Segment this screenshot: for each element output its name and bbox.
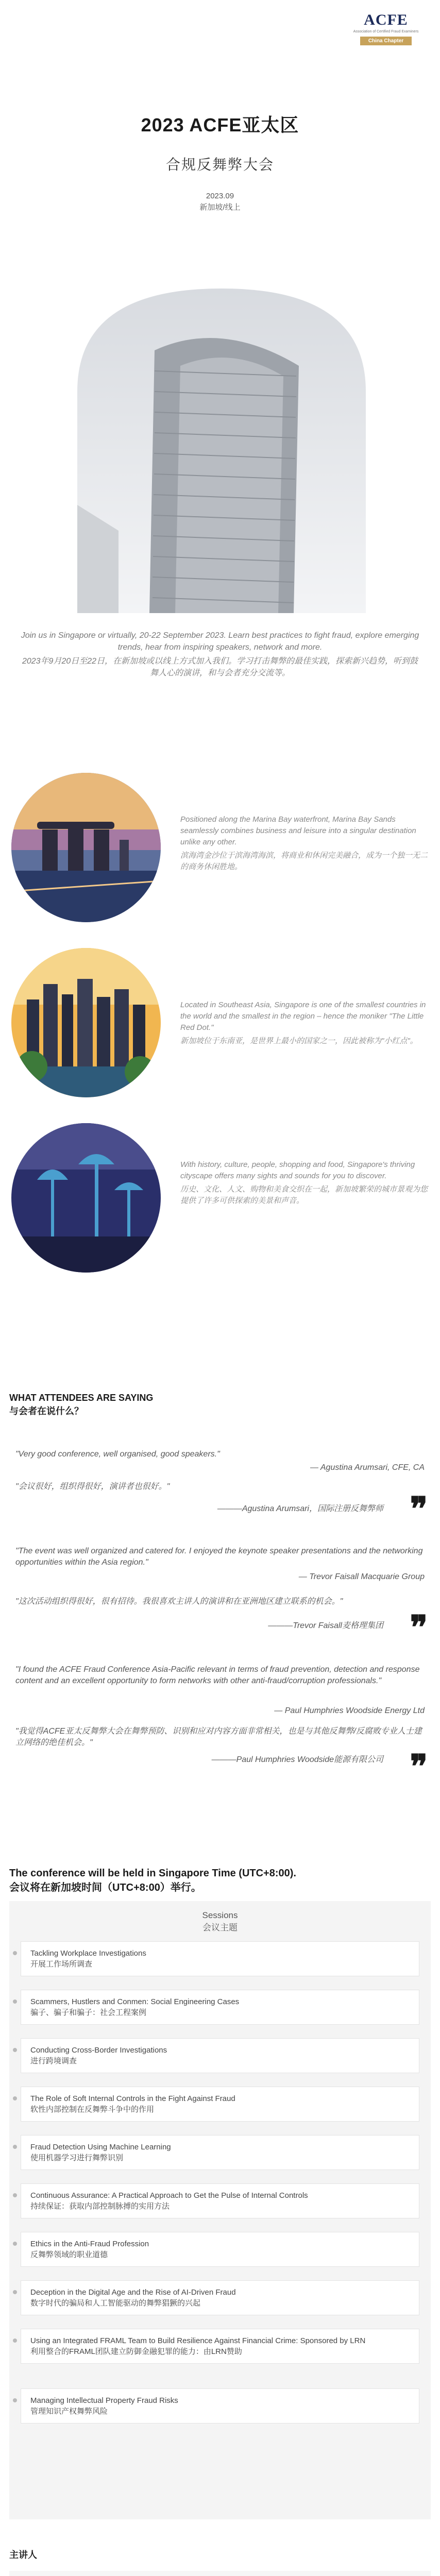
session-zh: 开展工作场所调查 [30, 1960, 93, 1969]
session-zh: 使用机器学习进行舞弊识别 [30, 2154, 124, 2162]
bullet-dot-icon [13, 2096, 17, 2100]
session-zh: 利用整合的FRAML团队建立防御金融犯罪的能力：由LRN赞助 [30, 2347, 242, 2356]
bullet-dot-icon [13, 2290, 17, 2294]
timezone-zh: 会议将在新加坡时间（UTC+8:00）举行。 [9, 1882, 201, 1893]
marina-bay-image [11, 773, 161, 922]
session-item [21, 2329, 419, 2364]
page-title: 2023 ACFE亚太区 [141, 114, 299, 135]
session-zh: 反舞弊领域的职业道德 [30, 2250, 108, 2259]
session-en: Deception in the Digital Age and the Rise of AI-Driven Fraud [30, 2288, 236, 2297]
singapore-skyline-image [11, 948, 161, 1097]
quote-2-en: "The event was well organized and catered for. I enjoyed the keynote speaker presentations and the networking opportunities within the Asia region." [15, 1547, 423, 1567]
singapore-skyline-illustration [11, 948, 161, 1097]
quote-3-zh-author: ———Paul Humphries Woodside能源有限公司 [211, 1755, 383, 1764]
session-en: Fraud Detection Using Machine Learning [30, 2143, 171, 2151]
attendees-heading-zh: 与会者在说什么？ [9, 1406, 83, 1416]
marina-bay-illustration [11, 773, 161, 922]
quote-2-en-author: — Trevor Faisall Macquarie Group [298, 1572, 425, 1581]
session-item [21, 2135, 419, 2170]
logo-tagline: Association of Certified Fraud Examiners [353, 30, 419, 33]
quote-mark-icon: ❞ [410, 1609, 428, 1646]
feature-3-zh: 历史、文化、人文、购物和美食交织在一起，新加坡繁荣的城市景观为您提供了许多可供探索的美景和声音。 [180, 1185, 428, 1205]
session-zh: 骗子、骗子和骗子：社会工程案例 [30, 2008, 147, 2017]
session-zh: 持续保证：获取内部控制脉搏的实用方法 [30, 2202, 170, 2211]
sessions-title-en: Sessions [202, 1910, 238, 1920]
feature-2-zh: 新加坡位于东南亚，是世界上最小的国家之一，因此被称为"小红点"。 [180, 1037, 418, 1045]
timezone-note [9, 1866, 296, 1895]
feature-text-1 [180, 814, 428, 873]
quote-1-en: "Very good conference, well organised, good speakers." [15, 1450, 220, 1459]
quote-1-zh-author: ———Agustina Arumsari，国际注册反舞弊师 [217, 1504, 383, 1513]
feature-1-zh: 滨海湾金沙位于滨海湾海滨，将商业和休闲完美融合，成为一个独一无二的商务休闲胜地。 [180, 851, 428, 871]
quote-3-zh: "我觉得ACFE亚太反舞弊大会在舞弊预防、识别和应对内容方面非常相关，也是与其他反舞弊/反腐败专业人士建立网络的绝佳机会。" [15, 1727, 422, 1747]
keynote-speakers [9, 2571, 431, 2576]
session-item [21, 2038, 419, 2073]
quote-mark-icon: ❞ [410, 1491, 428, 1528]
chapter-badge: China Chapter [360, 37, 412, 45]
timezone-en: The conference will be held in Singapore Time (UTC+8:00). [9, 1868, 296, 1879]
session-item [21, 1990, 419, 2025]
keynote-label: 主讲人 [9, 2550, 37, 2560]
acfe-logo [347, 11, 425, 45]
quote-3-en: "I found the ACFE Fraud Conference Asia-Pacific relevant in terms of fraud prevention, detection and response content and an excellent opportunity to form networks with other anti-fraud/corruption professionals." [15, 1665, 420, 1685]
session-en: Scammers, Hustlers and Conmen: Social Engineering Cases [30, 1997, 240, 2006]
bullet-dot-icon [13, 2193, 17, 2197]
sessions-panel [9, 1901, 431, 2519]
hero-building-image [77, 289, 366, 613]
session-item [21, 2087, 419, 2122]
session-en: Using an Integrated FRAML Team to Build Resilience Against Financial Crime: Sponsored by LRN [30, 2336, 366, 2345]
session-zh: 进行跨境调查 [30, 2057, 77, 2065]
session-item [21, 2232, 419, 2267]
session-item [21, 1941, 419, 1976]
logo-brand: ACFE [364, 11, 408, 28]
bullet-dot-icon [13, 1999, 17, 2004]
page-subtitle: 合规反舞弊大会 [165, 157, 274, 173]
session-item [21, 2388, 419, 2424]
sessions-title-zh: 会议主题 [202, 1923, 238, 1933]
intro-text [21, 630, 419, 679]
quote-3-en-author: — Paul Humphries Woodside Energy Ltd [274, 1706, 425, 1715]
session-zh: 软性内部控制在反舞弊斗争中的作用 [30, 2105, 155, 2114]
session-en: Ethics in the Anti-Fraud Profession [30, 2240, 149, 2248]
session-en: Continuous Assurance: A Practical Approach to Get the Pulse of Internal Controls [30, 2191, 308, 2200]
event-date [0, 191, 440, 213]
bullet-dot-icon [13, 2048, 17, 2052]
session-en: Tackling Workplace Investigations [30, 1949, 146, 1958]
quote-mark-icon: ❞ [410, 1749, 428, 1785]
feature-1-en: Positioned along the Marina Bay waterfront, Marina Bay Sands seamlessly combines business and leisure into a singular destination unlike any other. [180, 815, 416, 846]
bullet-dot-icon [13, 2338, 17, 2343]
bullet-dot-icon [13, 2145, 17, 2149]
attendees-heading-en: WHAT ATTENDEES ARE SAYING [9, 1393, 154, 1403]
feature-text-3 [180, 1159, 428, 1207]
sessions-title [9, 1909, 431, 1934]
session-zh: 数字时代的骗局和人工智能驱动的舞弊猖獗的兴起 [30, 2299, 201, 2308]
quote-2-zh-author: ———Trevor Faisall麦格理集团 [268, 1621, 383, 1630]
bullet-dot-icon [13, 2242, 17, 2246]
feature-3-en: With history, culture, people, shopping and food, Singapore's thriving cityscape offers many sights and sounds for you to discover. [180, 1160, 415, 1180]
bullet-dot-icon [13, 2398, 17, 2402]
feature-2-en: Located in Southeast Asia, Singapore is one of the smallest countries in the world and the smallest in the region – hence the moniker "The Little Red Dot." [180, 1001, 426, 1032]
session-zh: 管理知识产权舞弊风险 [30, 2407, 108, 2416]
intro-en: Join us in Singapore or virtually, 20-22 September 2023. Learn best practices to fight fraud, explore emerging trends, hear from inspiring speakers, network and more. [21, 631, 419, 652]
feature-text-2 [180, 999, 428, 1047]
bullet-dot-icon [13, 1951, 17, 1955]
intro-zh: 2023年9月20日至22日，在新加坡或以线上方式加入我们。学习打击舞弊的最佳实践，探索新兴趋势，听到鼓舞人心的演讲，和与会者充分交流等。 [22, 657, 418, 677]
session-en: The Role of Soft Internal Controls in the Fight Against Fraud [30, 2094, 235, 2103]
gardens-illustration [11, 1123, 161, 1273]
quote-1-zh: "会议很好，组织得很好，演讲者也很好。" [15, 1482, 170, 1491]
session-en: Managing Intellectual Property Fraud Risks [30, 2396, 178, 2405]
quote-1-en-author: — Agustina Arumsari, CFE, CA [310, 1463, 425, 1472]
session-en: Conducting Cross-Border Investigations [30, 2046, 167, 2055]
gardens-by-the-bay-image [11, 1123, 161, 1273]
location-text: 新加坡/线上 [199, 203, 241, 212]
hero-building-illustration [77, 289, 366, 613]
quote-2-zh: "这次活动组织得很好，很有招待。我很喜欢主讲人的演讲和在亚洲地区建立联系的机会。" [15, 1597, 343, 1606]
attendees-heading [9, 1391, 153, 1418]
date-text: 2023.09 [206, 192, 234, 200]
session-item [21, 2280, 419, 2315]
session-item [21, 2183, 419, 2218]
